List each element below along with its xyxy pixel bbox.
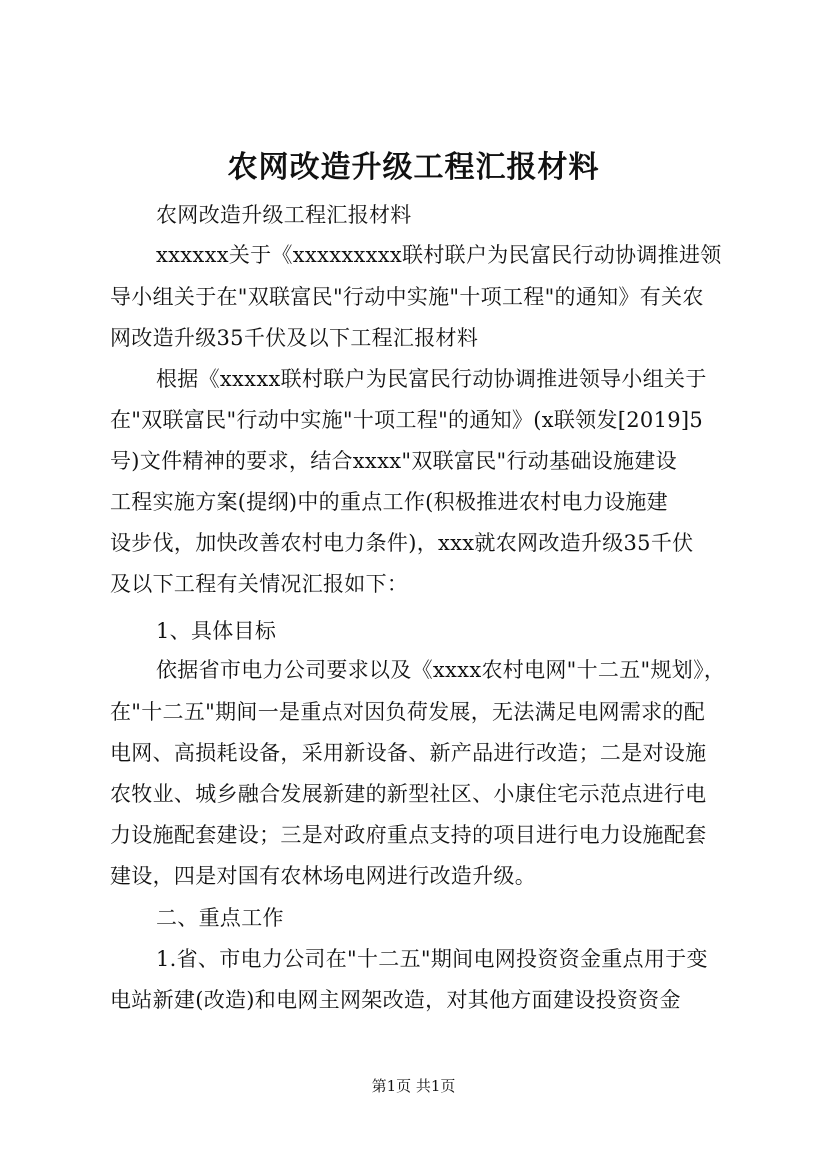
page-number: 第1页 共1页	[371, 1077, 456, 1095]
body-line: 在"十二五"期间一是重点对因负荷发展，无法满足电网需求的配	[110, 700, 706, 724]
body-line: 农牧业、城乡融合发展新建的新型社区、小康住宅示范点进行电	[110, 782, 707, 806]
body-line: 根据《xxxxx联村联户为民富民行动协调推进领导小组关于	[156, 367, 707, 391]
body-line: 号)文件精神的要求，结合xxxx"双联富民"行动基础设施建设	[110, 449, 677, 473]
body-line: 导小组关于在"双联富民"行动中实施"十项工程"的通知》有关农	[110, 285, 704, 309]
body-line: 设步伐，加快改善农村电力条件)，xxx就农网改造升级35千伏	[110, 531, 694, 555]
section-heading: 1、具体目标	[156, 619, 277, 643]
section-heading: 二、重点工作	[156, 906, 284, 930]
body-line: 在"双联富民"行动中实施"十项工程"的通知》(x联领发[2019]5	[110, 408, 704, 432]
body-line: xxxxxx关于《xxxxxxxxx联村联户为民富民行动协调推进领	[156, 243, 722, 267]
body-line: 建设，四是对国有农林场电网进行改造升级。	[110, 864, 536, 888]
body-line: 力设施配套建设；三是对政府重点支持的项目进行电力设施配套	[110, 823, 707, 847]
body-line: 依据省市电力公司要求以及《xxxx农村电网"十二五"规划》，	[156, 658, 726, 682]
body-line: 网改造升级35千伏及以下工程汇报材料	[110, 326, 479, 350]
subtitle-line: 农网改造升级工程汇报材料	[156, 203, 412, 227]
body-line: 电网、高损耗设备，采用新设备、新产品进行改造；二是对设施	[110, 741, 707, 765]
body-line: 电站新建(改造)和电网主网架改造，对其他方面建设投资资金	[110, 988, 681, 1012]
body-line: 工程实施方案(提纲)中的重点工作(积极推进农村电力设施建	[110, 490, 668, 514]
body-line: 1.省、市电力公司在"十二五"期间电网投资资金重点用于变	[156, 947, 708, 971]
document-title: 农网改造升级工程汇报材料	[227, 150, 600, 185]
body-line: 及以下工程有关情况汇报如下：	[110, 572, 409, 596]
